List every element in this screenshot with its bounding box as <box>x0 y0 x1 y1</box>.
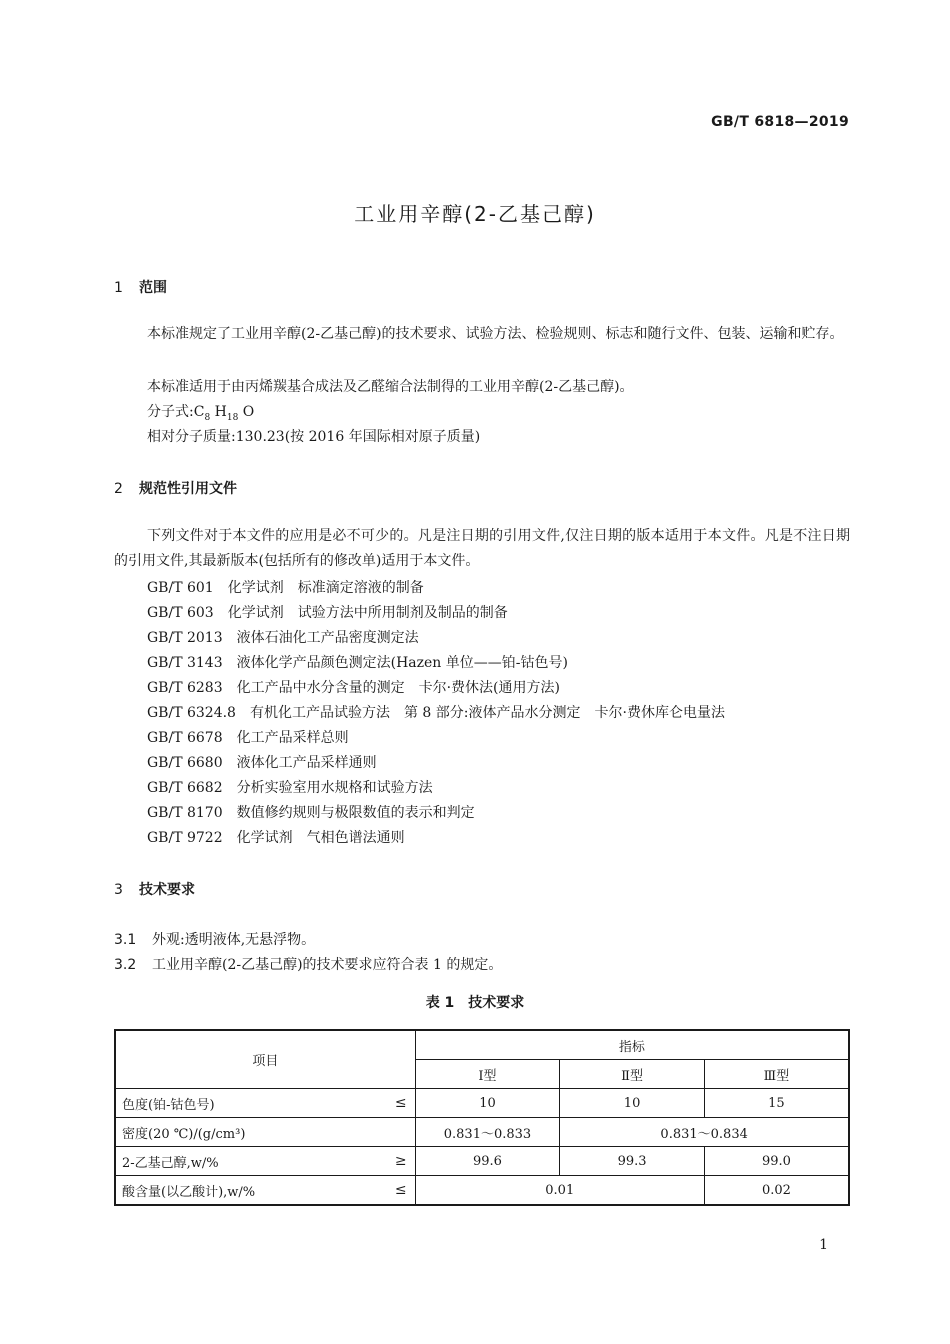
reference-item <box>147 752 377 772</box>
clause-3-2: 3.2 工业用辛醇(2-乙基己醇)的技术要求应符合表 1 的规定。 <box>114 957 503 973</box>
reference-item <box>147 577 424 597</box>
section-2-heading: 2 规范性引用文件 <box>114 481 237 497</box>
reference-item <box>147 627 419 647</box>
table-row: 酸含量(以乙酸计),w/% ≤ 0.01 0.02 <box>115 1176 849 1206</box>
reference-item <box>147 827 405 847</box>
reference-item <box>147 777 433 797</box>
reference-title: 液体石油化工产品密度测定法 <box>236 630 419 646</box>
spec-table <box>114 1029 850 1206</box>
reference-code: GB/T 9722 <box>147 830 223 846</box>
reference-title: 液体化学产品颜色测定法(Hazen 单位——铂-钴色号) <box>236 655 568 671</box>
reference-item <box>147 727 349 747</box>
reference-code: GB/T 2013 <box>147 630 223 646</box>
reference-code: GB/T 603 <box>147 605 214 621</box>
reference-title: 化学试剂 标准滴定溶液的制备 <box>227 580 424 596</box>
header-type-1: Ⅰ型 <box>415 1060 560 1089</box>
reference-code: GB/T 8170 <box>147 805 223 821</box>
reference-title: 有机化工产品试验方法 第 8 部分:液体产品水分测定 卡尔·费休库仑电量法 <box>249 705 725 721</box>
clause-3-1: 3.1 外观:透明液体,无悬浮物。 <box>114 932 316 948</box>
reference-title: 分析实验室用水规格和试验方法 <box>236 780 433 796</box>
molecular-formula: 分子式$:C_8$ $H_{18}$ O <box>147 404 255 423</box>
reference-item <box>147 677 560 697</box>
reference-code: GB/T 601 <box>147 580 214 596</box>
page-number: 1 <box>819 1237 828 1253</box>
reference-code: GB/T 3143 <box>147 655 223 671</box>
reference-item <box>147 802 475 822</box>
header-index: 指标 <box>415 1030 849 1060</box>
reference-title: 数值修约规则与极限数值的表示和判定 <box>236 805 475 821</box>
header-type-3: Ⅲ型 <box>704 1060 849 1089</box>
section-1-heading <box>114 277 167 297</box>
section-2-intro: 下列文件对于本文件的应用是必不可少的。凡是注日期的引用文件,仅注日期的版本适用于本文件。凡是不注日期的引用文件,其最新版本(包括所有的修改单)适用于本文件。 <box>114 528 850 569</box>
section-number: 1 <box>114 280 123 296</box>
reference-item <box>147 702 725 722</box>
table-row: 2-乙基己醇,w/% ≥ 99.6 99.3 99.0 <box>115 1147 849 1176</box>
header-item: 项目 <box>115 1030 415 1089</box>
reference-code: GB/T 6324.8 <box>147 705 236 721</box>
reference-title: 化工产品采样总则 <box>236 730 349 746</box>
header-type-2: Ⅱ型 <box>560 1060 705 1089</box>
reference-title: 液体化工产品采样通则 <box>236 755 377 771</box>
section-1-paragraph-2: 本标准适用于由丙烯羰基合成法及乙醛缩合法制得的工业用辛醇(2-乙基己醇)。 <box>147 379 634 395</box>
molecular-mass: 相对分子质量:130.23(按 2016 年国际相对原子质量) <box>147 429 481 445</box>
reference-item <box>147 602 508 622</box>
reference-title: 化工产品中水分含量的测定 卡尔·费休法(通用方法) <box>236 680 560 696</box>
reference-code: GB/T 6682 <box>147 780 223 796</box>
table-row: 色度(铂-钴色号) ≤ 10 10 15 <box>115 1089 849 1118</box>
reference-title: 化学试剂 气相色谱法通则 <box>236 830 405 846</box>
reference-code: GB/T 6283 <box>147 680 223 696</box>
reference-title: 化学试剂 试验方法中所用制剂及制品的制备 <box>227 605 508 621</box>
reference-code: GB/T 6680 <box>147 755 223 771</box>
section-3-heading: 3 技术要求 <box>114 882 195 898</box>
reference-code: GB/T 6678 <box>147 730 223 746</box>
section-1-paragraph-1: 本标准规定了工业用辛醇(2-乙基己醇)的技术要求、试验方法、检验规则、标志和随行文件、包装、运输和贮存。 <box>147 326 844 342</box>
section-title: 范围 <box>139 280 167 296</box>
document-title: 工业用辛醇(2-乙基己醇) <box>354 202 596 226</box>
table-caption: 表 1 技术要求 <box>425 995 525 1011</box>
reference-item <box>147 652 568 672</box>
standard-number: GB/T 6818—2019 <box>711 114 849 130</box>
table-row: 密度(20 ℃)/(g/cm³) 0.831～0.833 0.831～0.834 <box>115 1118 849 1147</box>
